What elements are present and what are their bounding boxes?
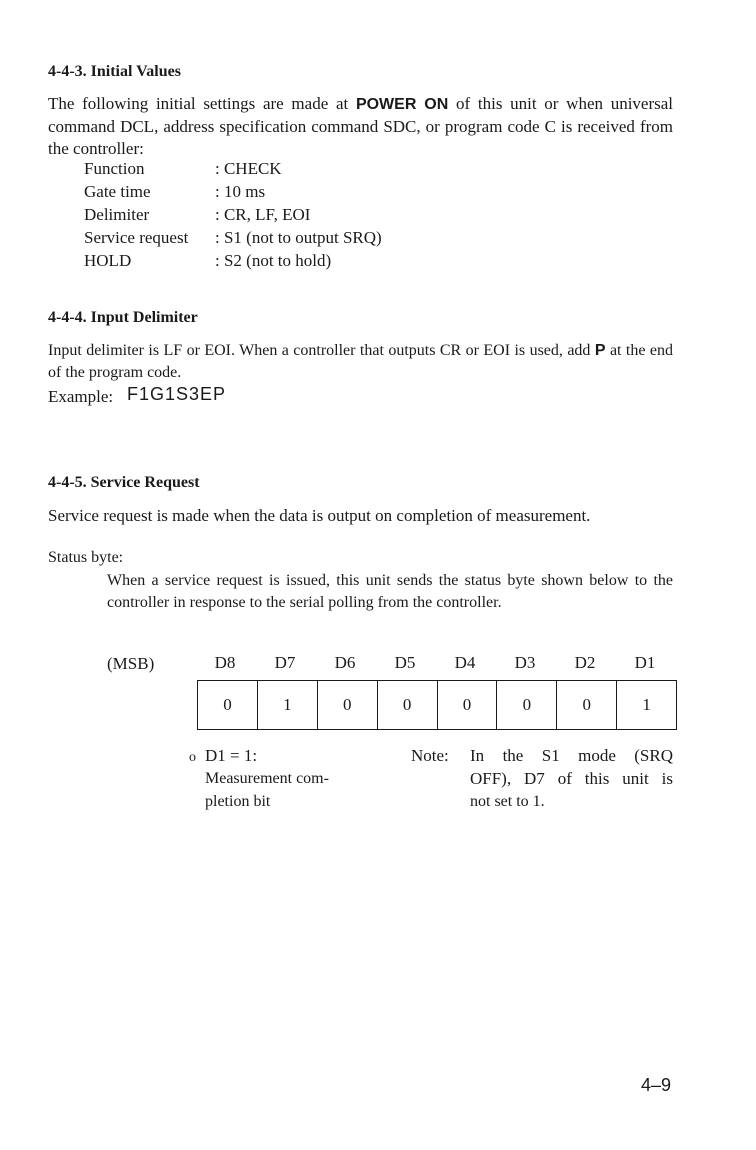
bit-cell-d8: 0 [198,681,258,729]
status-byte-label: Status byte: [48,549,124,566]
setting-label: HOLD [84,251,132,270]
section-heading-service-request: 4-4-5. Service Request [48,474,200,491]
bit-name: D4 [454,653,476,672]
setting-value: : 10 ms [215,182,266,201]
para-text: The following initial settings are made at [48,94,356,113]
para-text: Input delimiter is LF or EOI. When a controller that outputs CR or EOI is used, add [48,342,595,359]
setting-value: : CR, LF, EOI [215,205,311,224]
bit-name: D7 [274,653,296,672]
para-text: at the end of the program code. [48,342,674,381]
bit-name: D8 [214,653,236,672]
bullet-marker: o [189,750,196,765]
note-left-line: Measurement com- [205,770,329,787]
setting-label: Service request [84,228,189,247]
power-on-term: POWER ON [355,96,449,113]
setting-value: : S1 (not to output SRQ) [215,228,382,247]
setting-label: Function [84,159,145,178]
page-number: 4–9 [641,1075,672,1095]
setting-value: : CHECK [215,159,282,178]
input-delimiter-paragraph [48,340,673,384]
bit-name: D3 [514,653,536,672]
bit-cell-d2: 0 [557,681,617,729]
note-right-line: In the S1 mode (SRQ [470,746,673,765]
example-code: F1G1S3EP [127,384,227,404]
note-left-line: D1 = 1: [205,746,258,765]
setting-label: Gate time [84,182,151,201]
setting-value: : S2 (not to hold) [215,251,332,270]
bit-cell-d6: 0 [318,681,378,729]
example-label: Example: [48,387,114,406]
msb-label: (MSB) [107,654,155,673]
bit-cell-d7: 1 [258,681,318,729]
bit-name: D6 [334,653,356,672]
status-byte-table [197,680,677,730]
bit-cell-d4: 0 [438,681,498,729]
bit-name: D5 [394,653,416,672]
section-heading-initial-values: 4-4-3. Initial Values [48,63,181,80]
setting-label: Delimiter [84,205,150,224]
note-left-line: pletion bit [205,793,271,810]
bit-cell-d1: 1 [642,695,651,714]
initial-values-paragraph [48,93,673,160]
p-term: P [594,342,606,359]
status-byte-paragraph: When a service request is issued, this unit sends the status byte shown below to the controller in response to the serial polling from the controller. [107,572,673,611]
para-text: of this unit or when universal command DCL, address specification command SDC, or program code C is received from the controller: [48,94,674,158]
note-label: Note: [411,746,449,765]
bit-cell-d3: 0 [497,681,557,729]
note-right-line: OFF), D7 of this unit is [470,769,673,788]
bit-name: D1 [634,653,656,672]
note-right-line: not set to 1. [470,793,545,810]
bit-name: D2 [574,653,596,672]
section-heading-input-delimiter: 4-4-4. Input Delimiter [48,309,198,326]
service-request-paragraph: Service request is made when the data is output on completion of measurement. [48,506,591,525]
bit-cell-d5: 0 [378,681,438,729]
